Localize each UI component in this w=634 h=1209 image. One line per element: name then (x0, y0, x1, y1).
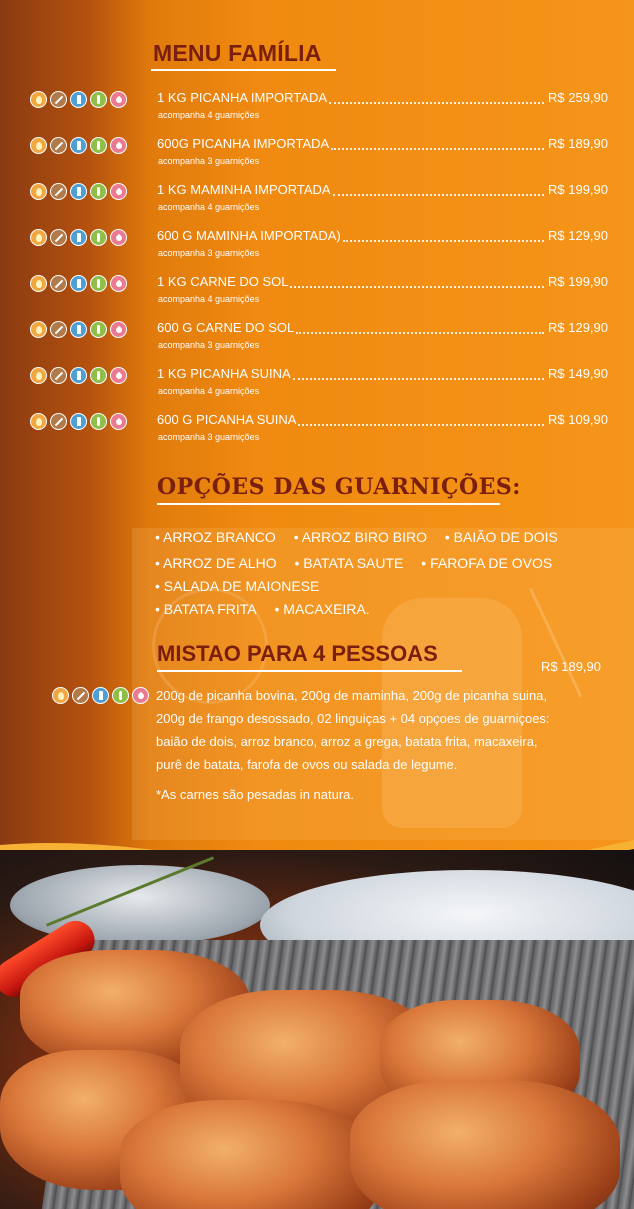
milk-icon (70, 275, 87, 292)
gluten-icon (50, 229, 67, 246)
gluten-icon (50, 183, 67, 200)
drop-icon (110, 183, 127, 200)
allergen-icons (30, 413, 127, 430)
milk-icon (70, 413, 87, 430)
allergen-icons (30, 183, 127, 200)
mixed-price: R$ 189,90 (541, 659, 601, 674)
dotted-leader (290, 286, 544, 288)
menu-item-price: R$ 109,90 (548, 412, 608, 427)
menu-item-description: acompanha 3 guarnições (158, 340, 260, 350)
mixed-title-underline (157, 670, 462, 672)
dotted-leader (298, 424, 544, 426)
garnish-option: • ARROZ BRANCO (155, 529, 276, 545)
milk-icon (70, 321, 87, 338)
menu-item-price: R$ 129,90 (548, 320, 608, 335)
vegetable-icon (90, 137, 107, 154)
dotted-leader (293, 378, 544, 380)
menu-title-underline (151, 69, 336, 71)
dotted-leader (343, 240, 544, 242)
garnish-title-underline (157, 503, 500, 505)
dotted-leader (329, 102, 544, 104)
milk-icon (70, 183, 87, 200)
egg-icon (30, 321, 47, 338)
mixed-description-line: 200g de picanha bovina, 200g de maminha, 200g de picanha suina, (156, 688, 548, 703)
menu-item-description: acompanha 4 guarnições (158, 294, 260, 304)
vegetable-icon (90, 321, 107, 338)
egg-icon (30, 183, 47, 200)
drop-icon (110, 413, 127, 430)
menu-item-description: acompanha 4 guarnições (158, 202, 260, 212)
gluten-icon (50, 367, 67, 384)
allergen-icons (30, 229, 127, 246)
mixed-description-line: purê de batata, farofa de ovos ou salada de legume. (156, 757, 458, 772)
menu-item-description: acompanha 3 guarnições (158, 156, 260, 166)
menu-item-price: R$ 129,90 (548, 228, 608, 243)
dotted-leader (331, 148, 544, 150)
garnish-option: • BATATA SAUTE (294, 555, 404, 571)
menu-item-name: 600 G MAMINHA IMPORTADA) (157, 228, 341, 243)
allergen-icons (30, 367, 127, 384)
drop-icon (110, 137, 127, 154)
egg-icon (30, 229, 47, 246)
egg-icon (30, 367, 47, 384)
egg-icon (30, 137, 47, 154)
vegetable-icon (90, 413, 107, 430)
garnish-option: • ARROZ DE ALHO (155, 555, 277, 571)
gluten-icon (50, 91, 67, 108)
garnish-option: • ARROZ BIRO BIRO (293, 529, 427, 545)
menu-item-name: 1 KG MAMINHA IMPORTADA (157, 182, 331, 197)
meat-image (350, 1080, 620, 1209)
milk-icon (70, 91, 87, 108)
gluten-icon (50, 413, 67, 430)
drop-icon (110, 275, 127, 292)
vegetable-icon (112, 687, 129, 704)
menu-item-name: 600 G PICANHA SUINA (157, 412, 297, 427)
allergen-icons (30, 137, 127, 154)
menu-title: MENU FAMÍLIA (153, 40, 322, 66)
menu-item-description: acompanha 4 guarnições (158, 110, 260, 120)
meat-image (120, 1100, 380, 1209)
mixed-description-line: 200g de frango desossado, 02 linguiças + 04 opçoes de guarniçoes: (156, 711, 550, 726)
garnish-line (155, 601, 384, 617)
milk-icon (70, 229, 87, 246)
drop-icon (110, 229, 127, 246)
vegetable-icon (90, 367, 107, 384)
allergen-icons (30, 275, 127, 292)
garnish-option: • MACAXEIRA. (274, 601, 370, 617)
milk-icon (70, 137, 87, 154)
garnish-line (155, 555, 566, 571)
egg-icon (52, 687, 69, 704)
garnish-line (155, 578, 333, 594)
drop-icon (132, 687, 149, 704)
menu-item-name: 600G PICANHA IMPORTADA (157, 136, 330, 151)
allergen-icons (30, 321, 127, 338)
menu-item-price: R$ 199,90 (548, 182, 608, 197)
mixed-allergen-icons (52, 687, 149, 704)
gluten-icon (50, 275, 67, 292)
drop-icon (110, 91, 127, 108)
garnish-title: OPÇÕES DAS GUARNIÇÕES: (157, 474, 521, 500)
menu-item-description: acompanha 3 guarnições (158, 432, 260, 442)
mixed-note: *As carnes são pesadas in natura. (156, 787, 355, 802)
gluten-icon (72, 687, 89, 704)
vegetable-icon (90, 229, 107, 246)
garnish-option: • BAIÃO DE DOIS (444, 529, 558, 545)
egg-icon (30, 275, 47, 292)
gluten-icon (50, 137, 67, 154)
menu-item-name: 600 G CARNE DO SOL (157, 320, 295, 335)
egg-icon (30, 91, 47, 108)
food-photo (0, 850, 634, 1209)
wheat-decoration (529, 558, 634, 698)
milk-icon (70, 367, 87, 384)
drop-icon (110, 321, 127, 338)
menu-item-description: acompanha 3 guarnições (158, 248, 260, 258)
garnish-option: • SALADA DE MAIONESE (155, 578, 320, 594)
menu-item-description: acompanha 4 guarnições (158, 386, 260, 396)
allergen-icons (30, 91, 127, 108)
dotted-leader (333, 194, 544, 196)
gluten-icon (50, 321, 67, 338)
menu-item-price: R$ 199,90 (548, 274, 608, 289)
garnish-line (155, 529, 572, 545)
dotted-leader (296, 332, 544, 334)
menu-item-price: R$ 189,90 (548, 136, 608, 151)
drop-icon (110, 367, 127, 384)
mixed-description-line: baião de dois, arroz branco, arroz a grega, batata frita, macaxeira, (156, 734, 538, 749)
vegetable-icon (90, 183, 107, 200)
egg-icon (30, 413, 47, 430)
menu-item-name: 1 KG PICANHA SUINA (157, 366, 291, 381)
mixed-title: MISTAO PARA 4 PESSOAS (157, 641, 438, 666)
menu-item-price: R$ 149,90 (548, 366, 608, 381)
vegetable-icon (90, 275, 107, 292)
milk-icon (92, 687, 109, 704)
menu-item-name: 1 KG CARNE DO SOL (157, 274, 289, 289)
garnish-option: • FAROFA DE OVOS (421, 555, 553, 571)
menu-item-price: R$ 259,90 (548, 90, 608, 105)
garnish-option: • BATATA FRITA (155, 601, 257, 617)
vegetable-icon (90, 91, 107, 108)
menu-item-name: 1 KG PICANHA IMPORTADA (157, 90, 328, 105)
